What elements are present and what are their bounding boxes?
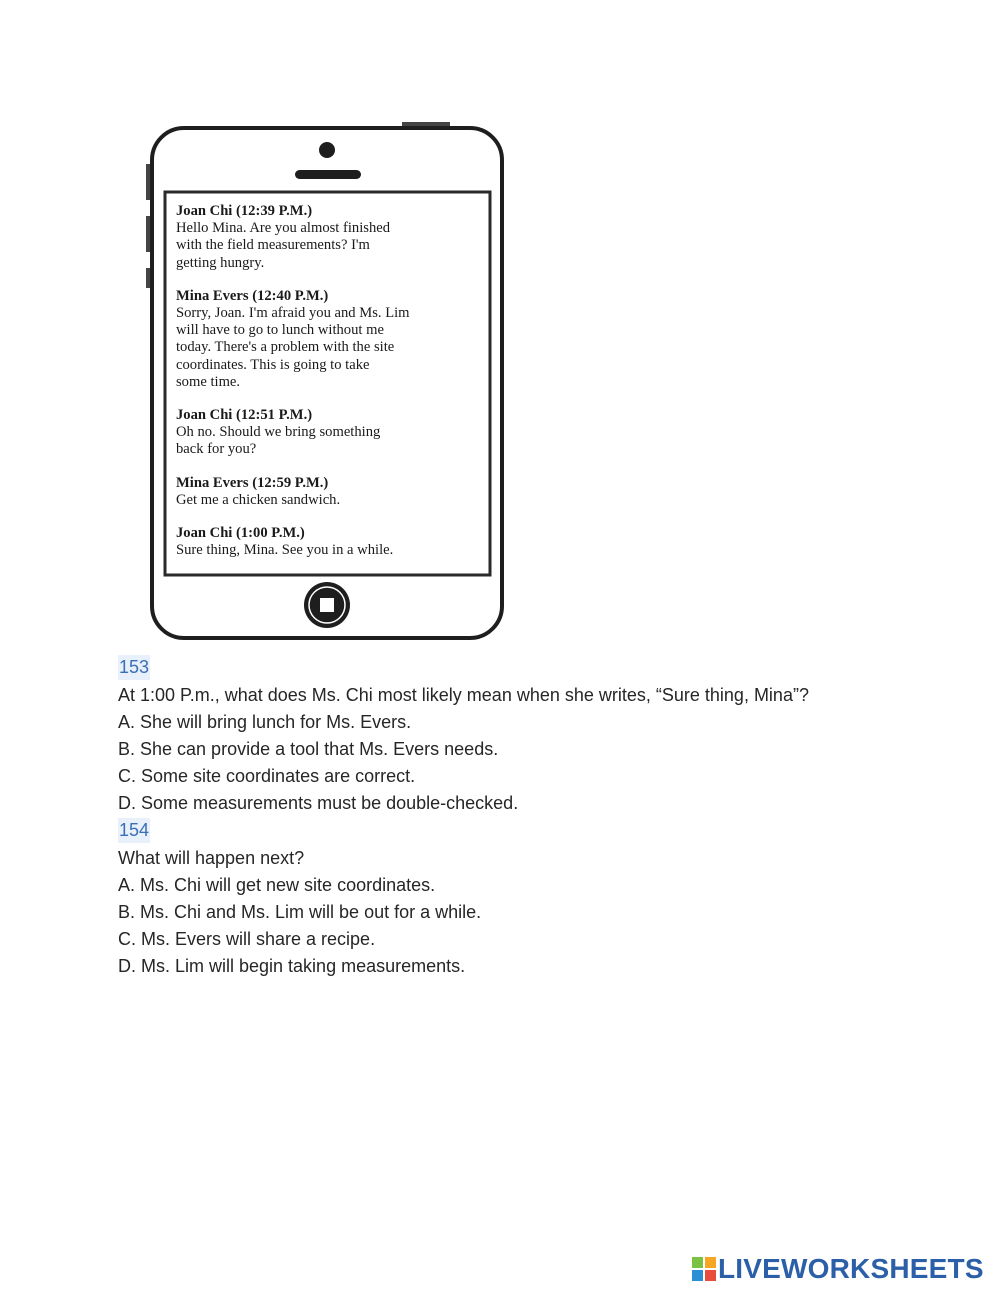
answer-option[interactable]: C. Ms. Evers will share a recipe. [118, 929, 376, 949]
answer-option[interactable]: A. She will bring lunch for Ms. Evers. [118, 712, 412, 732]
chat-text: Get me a chicken sandwich. [176, 491, 341, 508]
logo-text: LIVEWORKSHEETS [718, 1253, 984, 1284]
chat-message [176, 407, 480, 459]
answer-option[interactable]: A. Ms. Chi will get new site coordinates. [118, 875, 436, 895]
chat-sender: Mina Evers (12:59 P.M.) [176, 474, 329, 491]
question-list [118, 654, 978, 980]
answer-option[interactable]: B. She can provide a tool that Ms. Evers needs. [118, 739, 499, 759]
question-number[interactable]: 154 [118, 818, 150, 843]
chat-text: Sure thing, Mina. See you in a while. [176, 542, 394, 559]
chat-message [176, 525, 480, 559]
answer-option[interactable]: D. Some measurements must be double-checked. [118, 793, 519, 813]
question-block-154 [118, 817, 978, 980]
chat-sender: Joan Chi (1:00 P.M.) [176, 525, 305, 542]
phone-camera [319, 142, 335, 158]
chat-log [176, 203, 480, 559]
chat-message [176, 203, 480, 272]
phone-speaker [295, 170, 361, 179]
chat-message [176, 288, 480, 391]
chat-sender: Joan Chi (12:39 P.M.) [176, 203, 313, 219]
chat-text: Sorry, Joan. I'm afraid you and Ms. Lim will have to go to lunch without me today. There's a problem with the site coordinates. This is going to take some time. [176, 305, 410, 390]
question-text: At 1:00 P.m., what does Ms. Chi most likely mean when she writes, “Sure thing, Mina”? [118, 685, 809, 705]
chat-text: Hello Mina. Are you almost finished with the field measurements? I'm getting hungry. [176, 220, 391, 271]
question-block-153 [118, 654, 978, 817]
chat-sender: Mina Evers (12:40 P.M.) [176, 287, 329, 304]
chat-text: Oh no. Should we bring something back for you? [176, 424, 381, 458]
liveworksheets-logo-icon [692, 1257, 716, 1281]
question-text: What will happen next? [118, 848, 305, 868]
answer-option[interactable]: D. Ms. Lim will begin taking measurements. [118, 956, 466, 976]
phone-home-square [320, 598, 334, 612]
chat-message [176, 475, 480, 509]
answer-option[interactable]: C. Some site coordinates are correct. [118, 766, 416, 786]
question-number[interactable]: 153 [118, 655, 150, 680]
answer-option[interactable]: B. Ms. Chi and Ms. Lim will be out for a while. [118, 902, 482, 922]
phone-illustration [146, 120, 508, 645]
chat-sender: Joan Chi (12:51 P.M.) [176, 407, 313, 424]
liveworksheets-logo[interactable] [692, 1254, 984, 1284]
